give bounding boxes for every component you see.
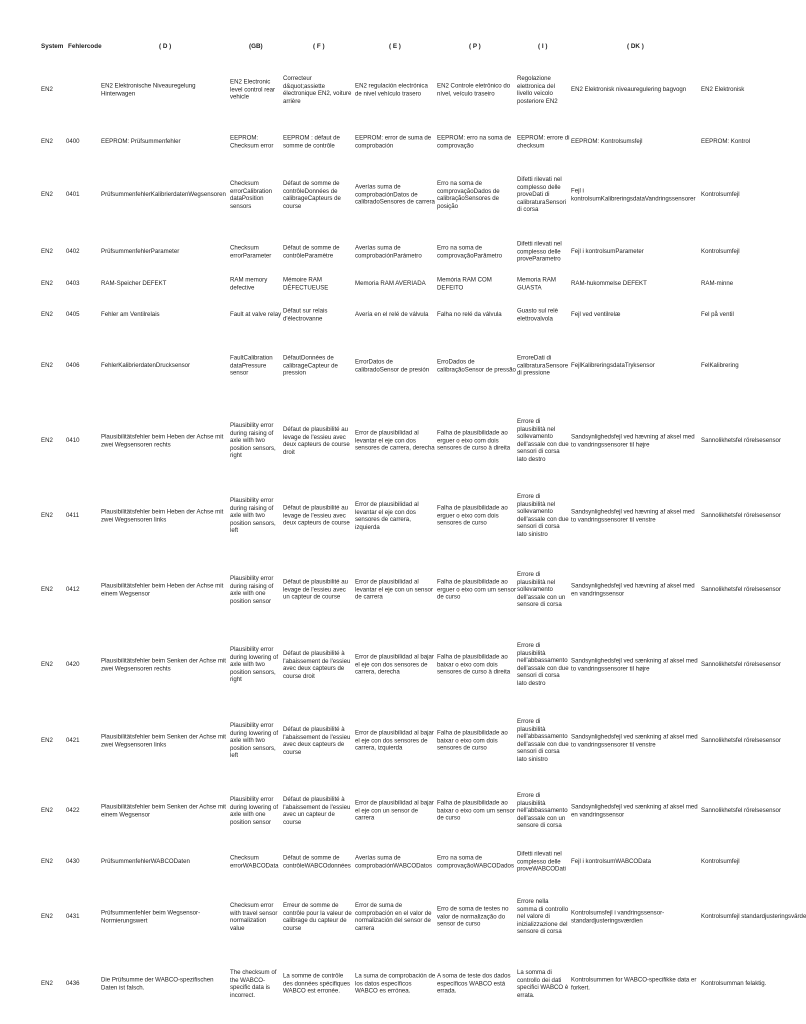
fault-code-cell: 0412 [66,586,80,594]
table-row [0,638,781,692]
fault-code-cell: 0410 [66,437,80,445]
portuguese-text-cell: A soma de teste dos dados específicos WABCO está errada. [437,972,511,995]
danish-text-cell: Sandsynlighedsfejl ved hævning af aksel med to vandringssensorer til højre [571,433,695,448]
spanish-text-cell: Memoria RAM AVERIADA [355,280,426,288]
german-text-cell: Plausibilitätsfehler beim Senken der Achse mit zwei Wegsensoren rechts [101,657,226,672]
french-text-cell: Défaut sur relais d'électrovanne [283,307,328,322]
spanish-text-cell: Averías suma de comprobaciónDatos de calibradoSensores de carrera [355,183,435,206]
portuguese-text-cell: Erro na soma de comprovaçãoDados de calibraçãoSensores de posição [437,179,500,210]
table-row [0,131,768,153]
portuguese-text-cell: Falha no relé da válvula [437,311,502,319]
swedish-text-cell: EEPROM: Kontrol [701,138,751,146]
spanish-text-cell: Error de plausibilidad al bajar el eje con dos sensores de carrera, izquierda [355,729,434,752]
english-text-cell: Checksum errorWABCOData [230,854,279,869]
french-text-cell: EEPROM : défaut de somme de contrôle [283,134,340,149]
swedish-text-cell: EN2 Elektronisk [701,86,745,94]
fault-code-cell: 0402 [66,248,80,256]
table-row [0,413,781,469]
danish-text-cell: Sandsynlighedsfejl ved hævning af aksel med to vandringssensorer til venstre [571,508,695,523]
table-row [0,489,781,543]
danish-text-cell: Sandsynlighedsfejl ved sænkning af aksel med to vandringssensorer til højre [571,657,698,672]
danish-text-cell: EEPROM: Kontrolsumsfejl [571,138,643,146]
fault-code-cell: 0436 [66,980,80,988]
danish-text-cell: Fejl ved ventilrelæ [571,311,621,319]
english-text-cell: Plausibility error during raising of axle with two position sensors, right [230,422,276,460]
portuguese-text-cell: Falha de plausibilidade ao erguer o eixo com dois sensores de curso à direita [437,429,511,452]
english-text-cell: RAM memory defective [230,276,268,291]
portuguese-text-cell: Erro na soma de comprovaçãoParâmetro [437,244,503,259]
header-system: System [41,43,64,50]
spanish-text-cell: La suma de comprobación de los datos específicos WABCO es errónea. [355,972,436,995]
danish-text-cell: Fejl i kontrolsumWABCOData [571,858,652,866]
system-cell: EN2 [41,980,53,988]
danish-text-cell: Fejl i kontrolsumParameter [571,248,644,256]
system-cell: EN2 [41,311,53,319]
table-row [0,570,781,610]
table-row [0,896,806,938]
system-cell: EN2 [41,661,53,669]
header-f: ( F ) [313,43,325,50]
spanish-text-cell: Error de plausibilidad al levantar el eje con un sensor de carrera [355,578,433,601]
portuguese-text-cell: Erro de soma de testes no valor de normalização do sensor de curso [437,905,509,928]
danish-text-cell: Sandsynlighedsfejl ved hævning af aksel med en vandringssensor [571,582,695,597]
spanish-text-cell: Averías suma de comprobaciónWABCODatos [355,854,432,869]
english-text-cell: Fault at valve relay [230,311,282,319]
french-text-cell: Défaut de plausibilité à l'abaissement de l'essieu avec deux capteurs de course droit [283,649,351,680]
table-row [0,305,768,325]
french-text-cell: Défaut de plausibilité à l'abaissement de l'essieu avec deux capteurs de course [283,725,351,756]
system-cell: EN2 [41,512,53,520]
spanish-text-cell: Error de plausibilidad al levantar el eje con dos sensores de carrera, derecha [355,429,435,452]
fault-code-cell: 0422 [66,807,80,815]
english-text-cell: Checksum errorCalibration dataPosition sensors [230,179,272,210]
german-text-cell: Plausibilitätsfehler beim Senken der Achse mit zwei Wegsensoren links [101,733,226,748]
header-dk: ( DK ) [627,43,644,50]
fault-code-cell: 0421 [66,737,80,745]
table-row [0,848,768,876]
header-d: ( D ) [159,43,172,50]
fault-code-cell: 0411 [66,512,80,520]
english-text-cell: Plausibility error during lowering of axle with one position sensor [230,795,279,826]
english-text-cell: Checksum error with travel sensor normalization value [230,901,278,932]
system-cell: EN2 [41,586,53,594]
header-p: ( P ) [469,43,481,50]
swedish-text-cell: Sannolikhetsfel rörelsesensor [701,737,781,745]
system-cell: EN2 [41,437,53,445]
danish-text-cell: RAM-hukommelse DEFEKT [571,280,647,288]
danish-text-cell: Sandsynlighedsfejl ved sænkning af aksel med to vandringssensorer til venstre [571,733,698,748]
header-fault-code: Fehlercode [68,43,102,50]
system-cell: EN2 [41,737,53,745]
german-text-cell: PrüfsummenfehlerKalibrierdatenWegsensoren [101,191,226,199]
german-text-cell: Plausibilitätsfehler beim Heben der Achse mit zwei Wegsensoren links [101,508,224,523]
portuguese-text-cell: Falha de plausibilidade ao baixar o eixo com dois sensores de curso [437,729,508,752]
header-i: ( I ) [538,43,548,50]
portuguese-text-cell: EN2 Controle eletrônico do nível, veículo traseiro [437,82,511,97]
danish-text-cell: Kontrolsumsfejl i vandringssensor-standardjusteringsværdien [571,909,665,924]
system-cell: EN2 [41,362,53,370]
italian-text-cell: Errore di plausibilità nel sollevamento dell'assale con due sensori di corsa lato destro [517,418,569,464]
swedish-text-cell: Fel på ventil [701,311,734,319]
italian-text-cell: ErroreDati di calibraturaSensore di pressione [517,354,569,377]
fault-code-cell: 0401 [66,191,80,199]
german-text-cell: RAM-Speicher DEFEKT [101,280,167,288]
german-text-cell: PrüfsummenfehlerWABCODaten [101,858,190,866]
system-cell: EN2 [41,138,53,146]
danish-text-cell: Sandsynlighedsfejl ved sænkning af aksel med en vandringssensor [571,803,698,818]
italian-text-cell: Difetti rilevati nel complesso delle proveWABCODati [517,850,566,873]
portuguese-text-cell: ErroDados de calibraçãoSensor de pressão [437,358,516,373]
fault-code-cell: 0403 [66,280,80,288]
italian-text-cell: EEPROM: errore di checksum [517,134,570,149]
fault-code-cell: 0400 [66,138,80,146]
english-text-cell: Plausibility error during lowering of axle with two position sensors, left [230,722,279,760]
system-cell: EN2 [41,191,53,199]
french-text-cell: Défaut de plausibilité au levage de l'essieu avec deux capteurs de course droit [283,425,350,456]
header-e: ( E ) [389,43,401,50]
portuguese-text-cell: Memória RAM COM DEFEITO [437,276,492,291]
italian-text-cell: La somma di controllo dei dati specifici WABCO è errata. [517,968,569,999]
italian-text-cell: Guasto sul relè elettrovalvola [517,307,558,322]
swedish-text-cell: RAM-minne [701,280,734,288]
french-text-cell: Erreur de somme de contrôle pour la valeur de calibrage du capteur de course [283,901,352,932]
swedish-text-cell: Kontrolsumfejl standardjusteringsvärde [701,913,806,921]
italian-text-cell: Regolazione elettronica del livello veicolo posteriore EN2 [517,74,558,105]
italian-text-cell: Errore nella somma di controllo nel valore di inizializzazione del sensore di corsa [517,898,569,936]
german-text-cell: Plausibilitätsfehler beim Heben der Achse mit einem Wegsensor [101,582,224,597]
swedish-text-cell: Kontrolsumfejl [701,191,740,199]
spanish-text-cell: Averías suma de comprobaciónParámetro [355,244,422,259]
english-text-cell: FaultCalibration dataPressure sensor [230,354,273,377]
table-row [0,70,768,110]
italian-text-cell: Difetti rilevati nel complesso delle proveDati di calibraturaSensori di corsa [517,176,567,214]
french-text-cell: Défaut de plausibilité au levage de l'essieu avec un capteur de course [283,578,349,601]
spanish-text-cell: Error de suma de comprobación en el valor de normalización del sensor de carrera [355,901,432,932]
spanish-text-cell: EEPROM: error de suma de comprobación [355,134,432,149]
swedish-text-cell: Kontrolsumfejl [701,858,740,866]
italian-text-cell: Errore di plausibilità nell'abbassamento dell'assale con un sensore di corsa [517,792,568,830]
french-text-cell: Correcteur d&quot;assiette électronique EN2, voiture arrière [283,74,352,105]
table-row [0,174,768,216]
portuguese-text-cell: Falha de plausibilidade ao baixar o eixo com um sensor de curso [437,799,515,822]
danish-text-cell: EN2 Elektronisk niveauregulering bagvogn [571,86,687,94]
table-row [0,790,781,832]
portuguese-text-cell: Falha de plausibilidade ao erguer o eixo com um sensor de curso [437,578,516,601]
german-text-cell: Prüfsummenfehler beim Wegsensor-Normierungswert [101,909,201,924]
french-text-cell: Défaut de somme de contrôleWABCOdonnées [283,854,351,869]
english-text-cell: Plausibility error during lowering of axle with two position sensors, right [230,646,279,684]
italian-text-cell: Errore di plausibilità nel sollevamento dell'assale con due sensori di corsa lato sinistro [517,493,569,539]
swedish-text-cell: Sannolikhetsfel rörelsesensor [701,807,781,815]
spanish-text-cell: ErrorDatos de calibradoSensor de presión [355,358,430,373]
fault-code-cell: 0430 [66,858,80,866]
swedish-text-cell: Sannolikhetsfel rörelsesensor [701,661,781,669]
danish-text-cell: Fejl i kontrolsumKalibreringsdataVandringssensorer [571,187,696,202]
french-text-cell: Défaut de plausibilité au levage de l'essieu avec deux capteurs de course [283,504,350,527]
system-cell: EN2 [41,280,53,288]
swedish-text-cell: Sannolikhetsfel rörelsesensor [701,586,781,594]
table-row [0,349,768,383]
swedish-text-cell: Sannolikhetsfel rörelsesensor [701,512,781,520]
spanish-text-cell: Avería en el relé de válvula [355,311,429,319]
table-row [0,240,768,264]
fault-code-cell: 0431 [66,913,80,921]
spanish-text-cell: Error de plausibilidad al bajar el eje con dos sensores de carrera, derecha [355,653,434,676]
german-text-cell: Plausibilitätsfehler beim Heben der Achse mit zwei Wegsensoren rechts [101,433,224,448]
spanish-text-cell: Error de plausibilidad al bajar el eje con un sensor de carrera [355,799,434,822]
swedish-text-cell: Kontrolsumfejl [701,248,740,256]
german-text-cell: EEPROM: Prüfsummenfehler [101,138,181,146]
english-text-cell: EEPROM: Checksum error [230,134,274,149]
italian-text-cell: Errore di plausibilità nel sollevamento dell'assale con un sensore di corsa [517,571,566,609]
system-cell: EN2 [41,858,53,866]
danish-text-cell: Kontrolsummen for WABCO-specifikke data er forkert. [571,976,697,991]
italian-text-cell: Errore di plausibilità nell'abbassamento dell'assale con due sensori di corsa lato sinistro [517,718,569,764]
german-text-cell: EN2 Elektronische Niveauregelung Hinterwagen [101,82,196,97]
swedish-text-cell: FelKalibrering [701,362,739,370]
swedish-text-cell: Kontrolsumman felaktig. [701,980,767,988]
french-text-cell: Défaut de plausibilité à l'abaissement de l'essieu avec un capteur de course [283,795,351,826]
fault-code-cell: 0420 [66,661,80,669]
header-gb: (GB) [249,43,263,50]
table-row [0,961,768,1007]
portuguese-text-cell: EEPROM: erro na soma de comprovação [437,134,512,149]
system-cell: EN2 [41,86,53,94]
french-text-cell: Mémoire RAM DÉFECTUEUSE [283,276,329,291]
fault-code-cell: 0405 [66,311,80,319]
german-text-cell: Fehler am Ventilrelais [101,311,160,319]
spanish-text-cell: EN2 regulación electrónica de nivel vehículo trasero [355,82,428,97]
portuguese-text-cell: Falha de plausibilidade ao erguer o eixo com dois sensores de curso [437,504,508,527]
german-text-cell: PrüfsummenfehlerParameter [101,248,180,256]
system-cell: EN2 [41,913,53,921]
portuguese-text-cell: Erro na soma de comprovaçãoWABCODados [437,854,514,869]
english-text-cell: Checksum errorParameter [230,244,272,259]
english-text-cell: Plausibility error during raising of axle with two position sensors, left [230,497,276,535]
danish-text-cell: FejlKalibreringsdataTryksensor [571,362,655,370]
german-text-cell: Die Prüfsumme der WABCO-spezifischen Daten ist falsch. [101,976,214,991]
italian-text-cell: Difetti rilevati nel complesso delle proveParametro [517,240,562,263]
system-cell: EN2 [41,807,53,815]
system-cell: EN2 [41,248,53,256]
table-row [0,275,768,293]
french-text-cell: Défaut de somme de contrôleParamètre [283,244,340,259]
german-text-cell: FehlerKalibrierdatenDrucksensor [101,362,191,370]
italian-text-cell: Errore di plausibilità nell'abbassamento dell'assale con due sensori di corsa lato destro [517,642,569,688]
italian-text-cell: Memoria RAM GUASTA [517,276,556,291]
french-text-cell: La somme de contrôle des données spécifiques WABCO est erronée. [283,972,351,995]
swedish-text-cell: Sannolikhetsfel rörelsesensor [701,437,781,445]
english-text-cell: Plausibility error during raising of axle with one position sensor [230,574,274,605]
french-text-cell: DéfautDonnées de calibrageCapteur de pression [283,354,338,377]
german-text-cell: Plausibilitätsfehler beim Senken der Achse mit einem Wegsensor [101,803,226,818]
portuguese-text-cell: Falha de plausibilidade ao baixar o eixo com dois sensores de curso à direita [437,653,511,676]
french-text-cell: Défaut de somme de contrôleDonnées de calibrageCapteurs de course [283,179,341,210]
spanish-text-cell: Error de plausibilidad al levantar el eje con dos sensores de carrera, izquierda [355,500,419,531]
table-row [0,714,781,768]
fault-code-cell: 0406 [66,362,80,370]
english-text-cell: EN2 Electronic level control rear vehicle [230,78,276,101]
english-text-cell: The checksum of the WABCO-specific data is incorrect. [230,968,277,999]
